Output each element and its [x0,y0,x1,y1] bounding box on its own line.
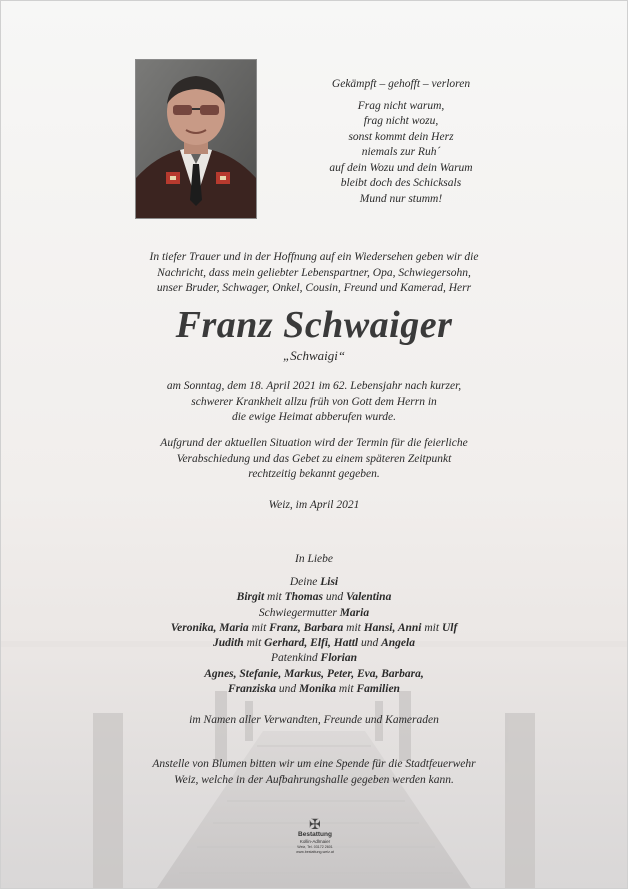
family-line [101,575,527,590]
funeral-home-logo [287,817,343,855]
family-name: Monika [298,683,337,696]
family-name: Valentina [345,591,392,604]
family-connector: Deine [289,576,321,588]
family-name: Birgit [236,591,265,604]
death-notice [101,379,527,426]
intro-line: In tiefer Trauer und in der Hoffnung auf ein Wiedersehen geben wir die [149,251,479,263]
family-connector: und [322,591,346,604]
poem-line: niemals zur Ruh´ [361,146,441,158]
poem-line: frag nicht wozu, [363,115,439,127]
family-line [101,682,527,697]
family-connector: Patenkind [271,652,321,665]
cross-icon: ✠ [309,816,321,832]
poem-line: Mund nur stumm! [359,192,443,205]
family-line [101,590,527,605]
family-connector: Schwiegermutter [258,606,340,619]
family-name: Angela [381,637,415,650]
family-connector: und [358,637,382,650]
intro-text [101,250,527,297]
family-name: Gerhard, Elfi, Hattl [264,637,359,650]
obituary-content [1,1,627,888]
deceased-nickname: „Schwaigi“ [282,348,346,363]
family-line [101,636,527,651]
poem-title: Gekämpft – gehofft – verloren [331,78,471,90]
donation-line: Weiz, welche in der Aufbahrungshalle gegeben werden kann. [174,773,454,786]
family-name: Judith [213,637,244,650]
family-list [101,575,527,697]
family-name: Franziska [228,683,276,696]
family-connector: mit [243,637,265,650]
family-connector: mit [421,621,442,634]
in-love-label: In Liebe [294,553,333,565]
death-notice-line: die ewige Heimat abberufen wurde. [231,411,397,423]
situation-line: Verabschiedung und das Gebet zu einem späteren Zeitpunkt [176,452,452,465]
deceased-name: Franz Schwaiger [175,304,453,346]
poem [301,77,501,207]
family-name: Hansi, Anni [363,621,422,634]
logo-web: www.bestattung-weiz.at [296,850,334,854]
family-name: Ulf [441,621,458,634]
intro-line: Nachricht, dass mein geliebter Lebenspartner, Opa, Schwiegersohn, [157,266,471,279]
death-notice-line: am Sonntag, dem 18. April 2021 im 62. Lebensjahr nach kurzer, [166,380,462,392]
family-line [101,667,527,682]
family-name: Familien [356,683,400,696]
family-connector: mit [248,621,270,634]
logo-subtitle: Kollin-Adlmaier [299,839,331,844]
poem-line: auf dein Wozu und dein Warum [329,161,473,174]
logo-contact: Weiz, Tel. 03172 2601 [297,845,333,849]
situation-notice [101,436,527,483]
family-name: Agnes, Stefanie, Markus, Peter, Eva, Barbara, [204,667,424,680]
poem-line: bleibt doch des Schicksals [340,177,462,189]
portrait-photo [135,59,257,219]
situation-line: Aufgrund der aktuellen Situation wird der Termin für die feierliche [160,437,468,449]
family-connector: und [275,683,299,696]
relatives-line: im Namen aller Verwandten, Freunde und Kameraden [189,714,439,726]
family-connector: mit [343,621,364,634]
family-name: Franz, Barbara [269,621,344,634]
family-connector: mit [336,683,357,696]
poem-line: sonst kommt dein Herz [348,130,454,143]
family-line [101,651,527,666]
family-connector: mit [264,591,285,604]
situation-line: rechtzeitig bekannt gegeben. [248,468,380,480]
death-notice-line: schwerer Krankheit allzu früh von Gott dem Herrn in [191,395,437,408]
family-name: Veronika, Maria [170,621,249,634]
family-name: Maria [339,606,370,619]
poem-line: Frag nicht warum, [357,99,445,112]
family-name: Lisi [320,576,339,588]
family-name: Florian [320,652,357,665]
donation-line: Anstelle von Blumen bitten wir um eine Spende für die Stadtfeuerwehr [152,758,476,770]
place-date: Weiz, im April 2021 [268,499,360,511]
family-line [101,621,527,636]
logo-title: Bestattung [298,831,332,838]
family-line [101,606,527,621]
intro-line: unser Bruder, Schwager, Onkel, Cousin, Freund und Kamerad, Herr [156,282,472,294]
family-name: Thomas [284,591,323,604]
donation-request [121,757,507,788]
